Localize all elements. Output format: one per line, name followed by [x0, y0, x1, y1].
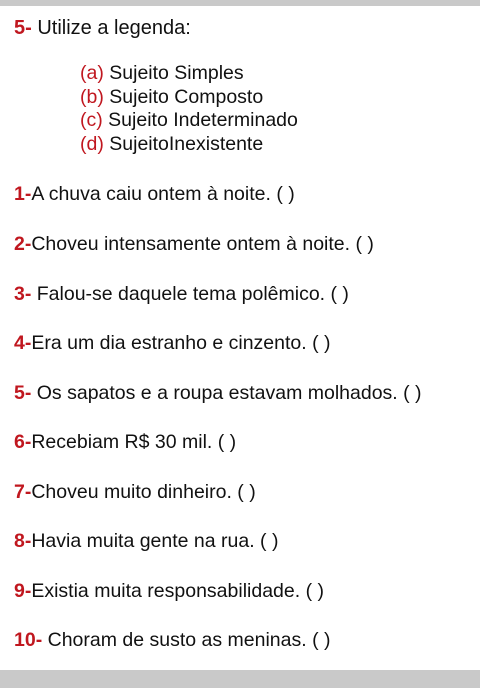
legend-item: [80, 86, 298, 110]
question-text: Choveu intensamente ontem à noite. ( ): [31, 233, 374, 255]
question-item: [14, 232, 374, 256]
question-number: 6-: [14, 431, 32, 453]
legend-key: (c): [80, 109, 103, 131]
question-text: Havia muita gente na rua. ( ): [31, 530, 279, 552]
question-item: [14, 282, 349, 306]
legend-item: [80, 133, 298, 157]
worksheet-page: [0, 6, 480, 670]
question-text: Falou-se daquele tema polêmico. ( ): [31, 283, 349, 305]
question-item: [14, 430, 236, 454]
exercise-heading: [14, 16, 191, 40]
question-number: 9-: [14, 580, 32, 602]
question-item: [14, 628, 330, 652]
question-item: [14, 579, 324, 603]
question-number: 7-: [14, 481, 32, 503]
question-text: Choveu muito dinheiro. ( ): [31, 481, 256, 503]
question-number: 4-: [14, 332, 32, 354]
legend-key: (a): [80, 62, 104, 84]
question-text: Recebiam R$ 30 mil. ( ): [31, 431, 237, 453]
question-text: A chuva caiu ontem à noite. ( ): [31, 183, 295, 205]
bottom-border: [0, 670, 480, 688]
question-number: 3-: [14, 283, 32, 305]
legend-item: [80, 62, 298, 86]
legend-label: Sujeito Simples: [103, 62, 244, 84]
question-text: Choram de susto as meninas. ( ): [42, 629, 331, 651]
legend-item: [80, 109, 298, 133]
question-item: [14, 480, 256, 504]
legend-label: Sujeito Composto: [103, 85, 264, 108]
question-number: 10-: [14, 629, 43, 651]
question-number: 5-: [14, 382, 32, 404]
question-number: 2-: [14, 233, 32, 255]
question-item: [14, 529, 278, 553]
question-item: [14, 381, 422, 405]
legend-key: (d): [80, 132, 104, 155]
legend-list: [80, 62, 298, 156]
question-number: 1-: [14, 183, 32, 205]
question-text: Os sapatos e a roupa estavam molhados. ( ): [31, 382, 422, 404]
question-number: 8-: [14, 530, 32, 552]
question-text: Era um dia estranho e cinzento. ( ): [31, 332, 331, 354]
legend-label: SujeitoInexistente: [103, 132, 264, 155]
exercise-number: 5-: [14, 17, 32, 39]
exercise-instruction: Utilize a legenda:: [31, 17, 191, 39]
question-item: [14, 182, 295, 206]
legend-label: Sujeito Indeterminado: [102, 109, 298, 131]
question-text: Existia muita responsabilidade. ( ): [31, 580, 324, 602]
question-item: [14, 331, 331, 355]
legend-key: (b): [80, 85, 104, 108]
